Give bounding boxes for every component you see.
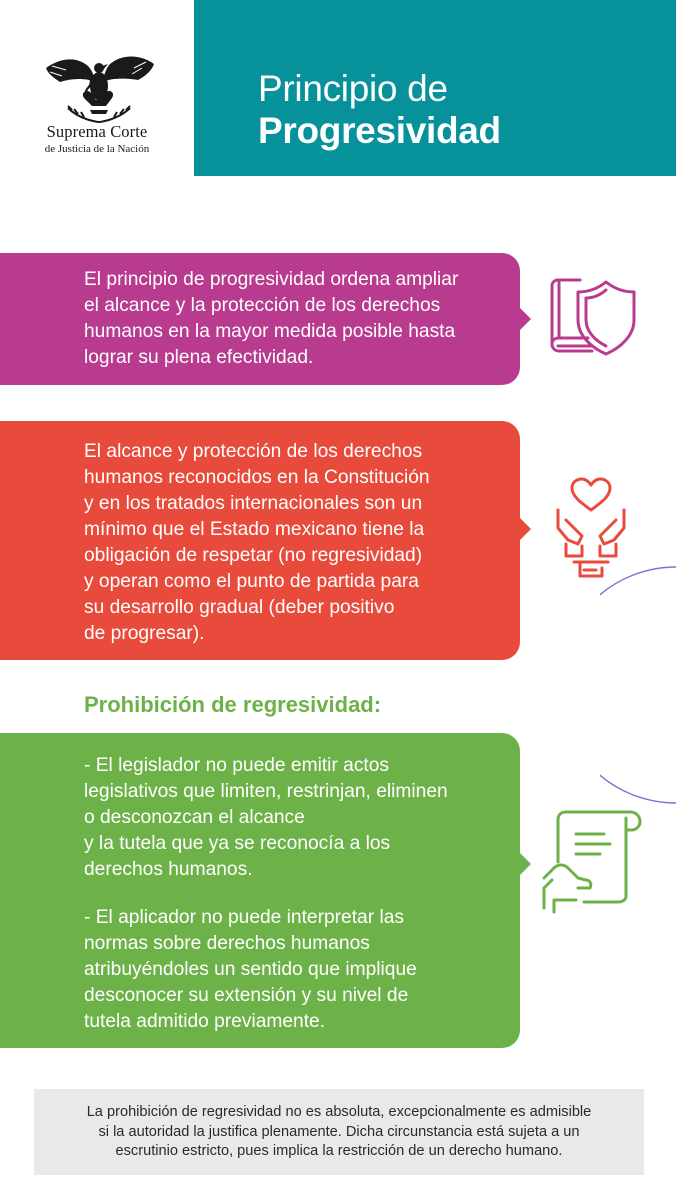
footer-note-text: La prohibición de regresividad no es absoluta, excepcionalmente es admisible si la autoridad la justifica plenamente. Dicha circunstancia está sujeta a un escrutinio estricto, pues implica la restricción de un derecho humano.: [86, 1104, 592, 1159]
section-heading: Prohibición de regresividad:: [84, 692, 382, 717]
logo-area: [0, 0, 194, 176]
court-name-line1: Suprema Corte: [46, 122, 148, 141]
legislator-rule-text: - El legislador no puede emitir actos legislativos que limiten, restrinjan, eliminen o desconozcan el alcance y la tutela que ya se reconocía a los derechos humanos.: [84, 755, 448, 880]
decorative-arc: [600, 565, 676, 805]
principle-card: [0, 253, 520, 385]
minimum-standard-text: El alcance y protección de los derechos humanos reconocidos en la Constitución y en los tratados internacionales son un mínimo que el Estado mexicano tiene la obligación de respetar (no regresividad) y operan como el punto de partida para su desarrollo gradual (deber positivo de progresar).: [84, 441, 430, 644]
court-name-line2: de Justicia de la Nación: [44, 143, 150, 155]
footer-note: [34, 1089, 644, 1175]
applicator-rule-text: - El aplicador no puede interpretar las normas sobre derechos humanos atribuyéndoles un sentido que implique desconocer su extensión y su nivel de tutela admitido previamente.: [84, 907, 417, 1032]
minimum-standard-card: [0, 421, 520, 660]
shield-book-icon: [548, 274, 640, 358]
document-hand-icon: [538, 808, 646, 918]
page-title-line1: Principio de: [258, 68, 448, 109]
title-band: [194, 0, 676, 176]
page-title-line2: Progresividad: [258, 110, 501, 151]
regression-prohibition-card: [0, 733, 520, 1048]
principle-text: El principio de progresividad ordena ampliar el alcance y la protección de los derechos humanos en la mayor medida posible hasta lograr su plena efectividad.: [84, 269, 459, 368]
eagle-emblem-icon: [42, 48, 158, 126]
